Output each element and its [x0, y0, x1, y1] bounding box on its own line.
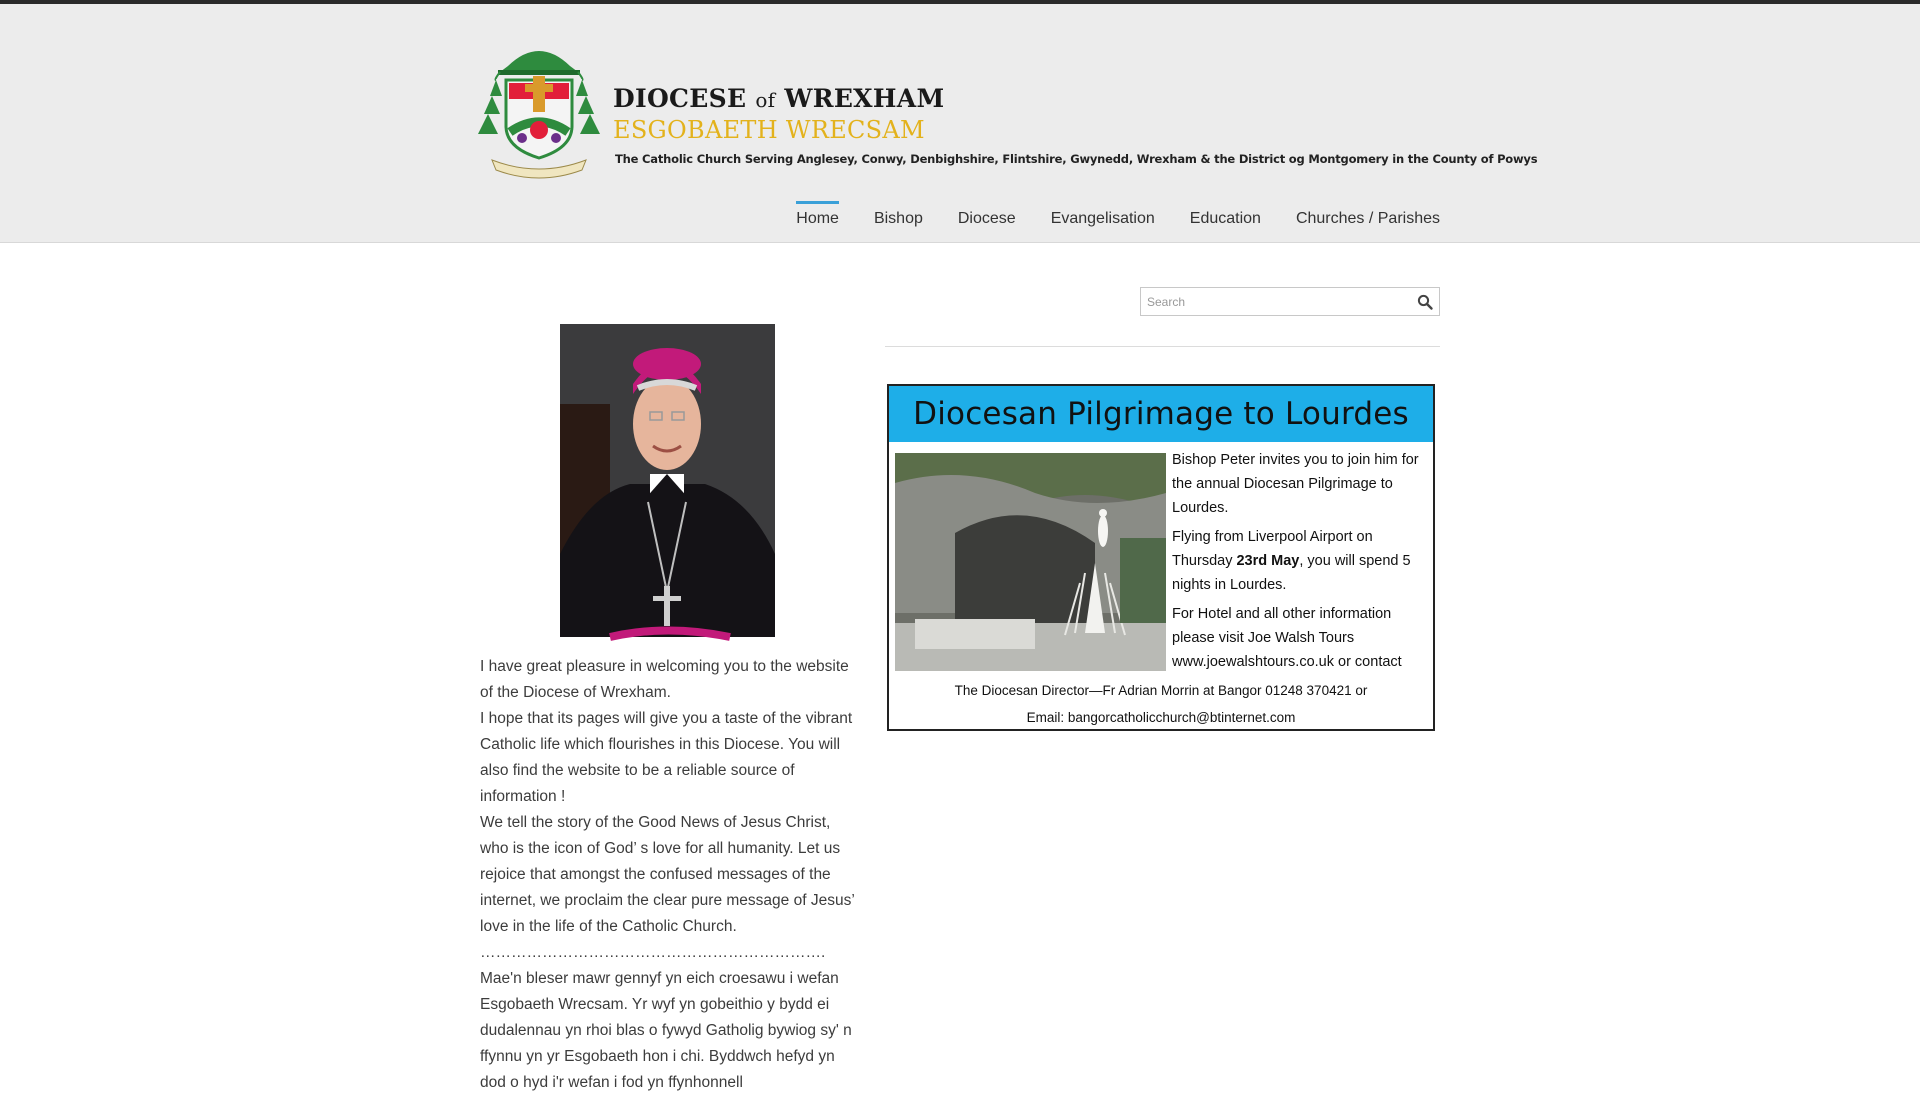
- site-header: [0, 4, 1920, 243]
- nav-education[interactable]: Education: [1189, 210, 1261, 227]
- flyer-title: Diocesan Pilgrimage to Lourdes: [889, 386, 1433, 442]
- nav-evangelisation[interactable]: Evangelisation: [1050, 210, 1155, 227]
- site-title-welsh: ESGOBAETH WRECSAM: [613, 116, 925, 144]
- search-icon[interactable]: [1417, 294, 1433, 310]
- welcome-paragraph-2: I hope that its pages will give you a taste of the vibrant Catholic life which flourishes in this Diocese. You will also find the website to be a reliable source of information !: [480, 710, 853, 805]
- welcome-separator: ………………………………………………………….: [480, 944, 826, 961]
- nav-home[interactable]: Home: [796, 202, 839, 228]
- flyer-details: [1172, 448, 1430, 679]
- diocese-crest-logo[interactable]: [478, 40, 600, 178]
- search-input[interactable]: [1141, 288, 1409, 315]
- site-title: DIOCESE of WREXHAM: [613, 84, 945, 113]
- bishop-portrait-image: [560, 324, 775, 637]
- flyer-info-text: For Hotel and all other information please visit Joe Walsh Tours www.joewalshtours.co.uk or contact: [1172, 606, 1402, 670]
- flyer-contact-email: Email: bangorcatholicchurch@btinternet.com: [1026, 710, 1296, 725]
- flyer-travel-text: Flying from Liverpool Airport on Thursday 23rd May, you will spend 5 nights in Lourdes.: [1172, 529, 1411, 593]
- main-nav: [761, 202, 1440, 228]
- welcome-paragraph-welsh: Mae'n bleser mawr gennyf yn eich croesawu i wefan Esgobaeth Wrecsam. Yr wyf yn gobeithio y bydd ei dudalennau yn rhoi blas o fywyd Gatholig bywiog sy' n ffynnu yn yr Esgobaeth hon i chi. Byddwch hefyd yn dod o hyd i'r wefan i fod yn ffynhonnell: [480, 970, 852, 1091]
- nav-churches-parishes[interactable]: Churches / Parishes: [1295, 210, 1440, 227]
- welcome-paragraph-3: We tell the story of the Good News of Jesus Christ, who is the icon of God’ s love for all humanity. Let us rejoice that amongst the confused messages of the internet, we proclaim the clear pure message of Jesus’ love in the life of the Catholic Church.: [480, 814, 855, 935]
- search-box: [1140, 287, 1440, 316]
- lourdes-grotto-image: [895, 453, 1166, 671]
- flyer-date: 23rd May: [1236, 553, 1300, 569]
- lourdes-pilgrimage-flyer[interactable]: [887, 384, 1435, 731]
- welcome-message: [480, 654, 862, 1096]
- nav-diocese[interactable]: Diocese: [957, 210, 1016, 227]
- welcome-paragraph-1: I have great pleasure in welcoming you to the website of the Diocese of Wrexham.: [480, 658, 849, 701]
- nav-bishop[interactable]: Bishop: [873, 210, 923, 227]
- content-divider: [885, 346, 1440, 347]
- flyer-contact: [889, 677, 1433, 731]
- flyer-invite-text: Bishop Peter invites you to join him for the annual Diocesan Pilgrimage to Lourdes.: [1172, 452, 1419, 516]
- flyer-contact-director: The Diocesan Director—Fr Adrian Morrin at Bangor 01248 370421 or: [954, 683, 1368, 698]
- site-tagline: The Catholic Church Serving Anglesey, Conwy, Denbighshire, Flintshire, Gwynedd, Wrexham & the District og Montgomery in the County of Powys: [615, 152, 1538, 166]
